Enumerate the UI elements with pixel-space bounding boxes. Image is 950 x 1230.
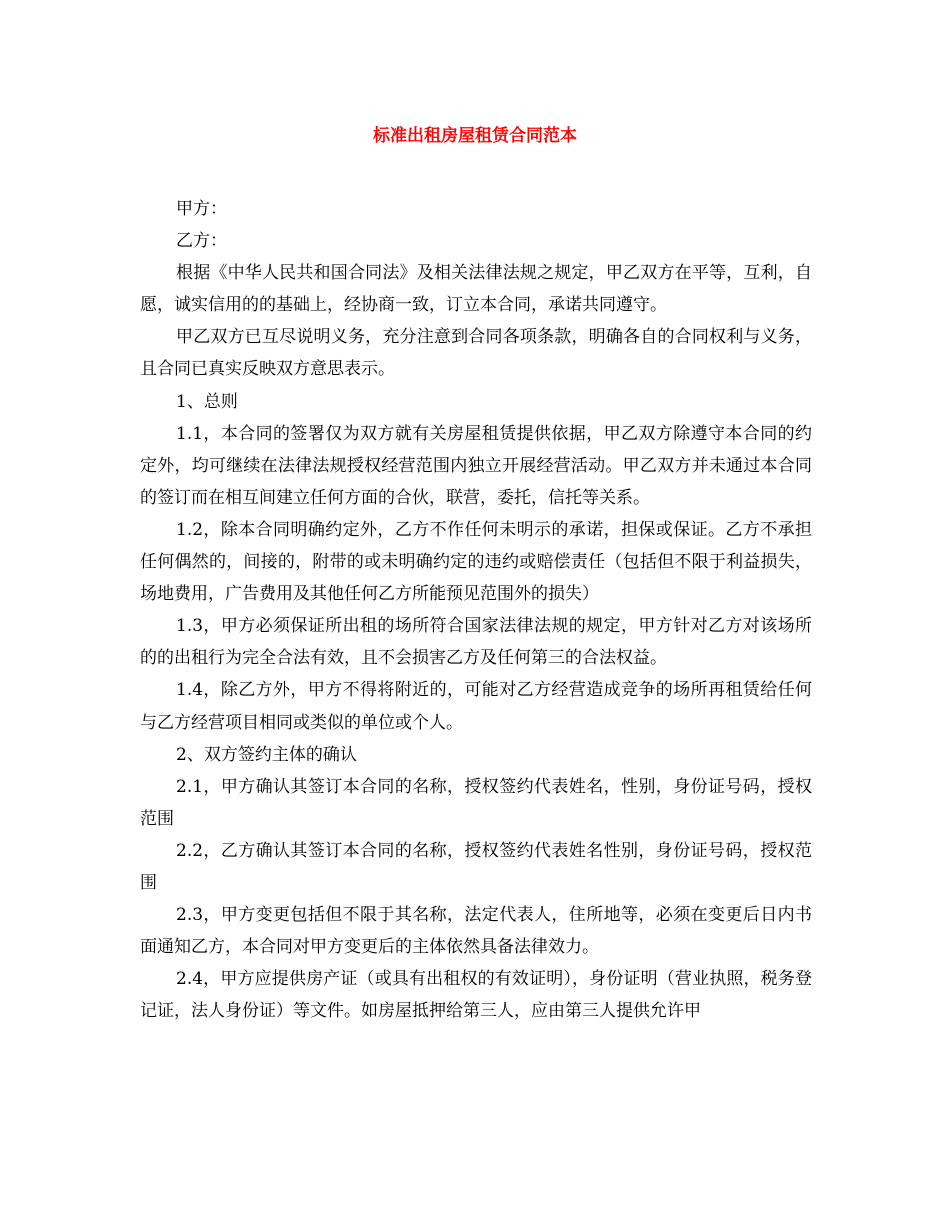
clause-1-2: 1.2，除本合同明确约定外，乙方不作任何未明示的承诺，担保或保证。乙方不承担任何偶然的，间接的，附带的或未明确约定的违约或赔偿责任（包括但不限于利益损失，场地费用，广告费用及其他任何乙方所能预见范围外的损失） — [140, 519, 812, 605]
preamble-paragraph: 根据《中华人民共和国合同法》及相关法律法规之规定，甲乙双方在平等，互利，自愿，诚实信用的的基础上，经协商一致，订立本合同，承诺共同遵守。 — [140, 263, 812, 316]
clause-1-1: 1.1，本合同的签署仅为双方就有关房屋租赁提供依据，甲乙双方除遵守本合同的约定外，均可继续在法律法规授权经营范围内独立开展经营活动。甲乙双方并未通过本合同的签订而在相互间建立任何方面的合伙，联营，委托，信托等关系。 — [140, 423, 812, 508]
section-heading-general: 1、总则 — [176, 391, 238, 412]
clause-2-4: 2.4，甲方应提供房产证（或具有出租权的有效证明），身份证明（营业执照，税务登记证，法人身份证）等文件。如房屋抵押给第三人，应由第三人提供允许甲 — [140, 969, 812, 1022]
disclosure-paragraph: 甲乙双方已互尽说明义务，充分注意到合同各项条款，明确各自的合同权利与义务，且合同已真实反映双方意思表示。 — [140, 327, 812, 380]
clause-1-4: 1.4，除乙方外，甲方不得将附近的，可能对乙方经营造成竞争的场所再租赁给任何与乙方经营项目相同或类似的单位或个人。 — [140, 680, 812, 733]
clause-2-2: 2.2，乙方确认其签订本合同的名称，授权签约代表姓名性别，身份证号码，授权范围 — [140, 840, 812, 893]
clause-1-3: 1.3，甲方必须保证所出租的场所符合国家法律法规的规定，甲方针对乙方对该场所的的出租行为完全合法有效，且不会损害乙方及任何第三的合法权益。 — [140, 616, 812, 669]
document-title: 标准出租房屋租赁合同范本 — [373, 126, 577, 146]
party-b-line: 乙方： — [176, 231, 227, 252]
party-a-line: 甲方： — [176, 199, 227, 219]
clause-2-1: 2.1，甲方确认其签订本合同的名称，授权签约代表姓名，性别，身份证号码，授权范围 — [140, 776, 812, 829]
document-body — [140, 193, 812, 1027]
section-heading-parties: 2、双方签约主体的确认 — [176, 744, 357, 765]
clause-2-3: 2.3，甲方变更包括但不限于其名称，法定代表人，住所地等，必须在变更后日内书面通知乙方，本合同对甲方变更后的主体依然具备法律效力。 — [140, 905, 812, 958]
